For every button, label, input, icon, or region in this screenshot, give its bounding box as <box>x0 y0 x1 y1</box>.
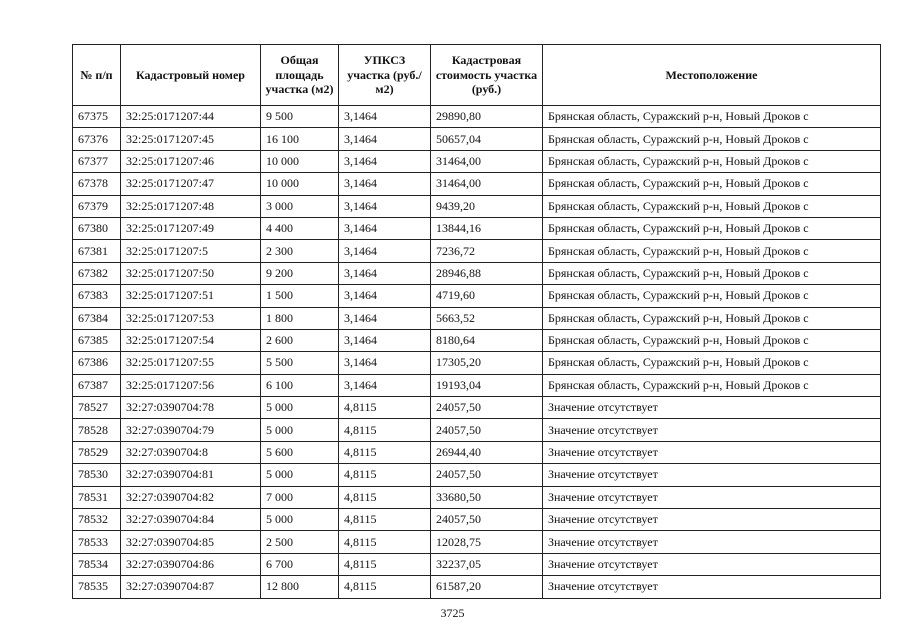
table-row <box>73 262 881 284</box>
cell-cadastral-value: 32237,05 <box>431 553 543 575</box>
cell-specific-value: 3,1464 <box>339 150 431 172</box>
cell-index: 78533 <box>73 531 121 553</box>
cell-specific-value: 3,1464 <box>339 217 431 239</box>
table-row <box>73 419 881 441</box>
cell-specific-value: 3,1464 <box>339 374 431 396</box>
cell-cadastral-number: 32:25:0171207:5 <box>121 240 261 262</box>
cell-location: Значение отсутствует <box>543 576 881 598</box>
header-index: № п/п <box>73 45 121 106</box>
cell-cadastral-number: 32:25:0171207:53 <box>121 307 261 329</box>
cell-location: Брянская область, Суражский р-н, Новый Дроков с <box>543 374 881 396</box>
header-specific-value: УПКСЗ участка (руб./м2) <box>339 45 431 106</box>
cell-index: 67382 <box>73 262 121 284</box>
cell-location: Значение отсутствует <box>543 531 881 553</box>
cell-cadastral-number: 32:25:0171207:49 <box>121 217 261 239</box>
cell-location: Значение отсутствует <box>543 509 881 531</box>
cell-area: 4 400 <box>261 217 339 239</box>
cell-area: 5 600 <box>261 441 339 463</box>
table-row <box>73 106 881 128</box>
page-number: 3725 <box>440 606 465 620</box>
cell-area: 6 100 <box>261 374 339 396</box>
table-row <box>73 576 881 598</box>
cell-cadastral-number: 32:27:0390704:8 <box>121 441 261 463</box>
cell-cadastral-value: 8180,64 <box>431 329 543 351</box>
cell-area: 10 000 <box>261 150 339 172</box>
table-row <box>73 397 881 419</box>
cell-specific-value: 3,1464 <box>339 285 431 307</box>
cell-specific-value: 4,8115 <box>339 553 431 575</box>
cell-location: Брянская область, Суражский р-н, Новый Дроков с <box>543 285 881 307</box>
table-row <box>73 553 881 575</box>
cell-specific-value: 3,1464 <box>339 106 431 128</box>
cell-area: 12 800 <box>261 576 339 598</box>
table-row <box>73 374 881 396</box>
table-row <box>73 173 881 195</box>
cell-location: Значение отсутствует <box>543 464 881 486</box>
cell-cadastral-value: 61587,20 <box>431 576 543 598</box>
cell-specific-value: 4,8115 <box>339 509 431 531</box>
cell-specific-value: 3,1464 <box>339 262 431 284</box>
table-header-row <box>73 45 881 106</box>
cell-cadastral-number: 32:27:0390704:81 <box>121 464 261 486</box>
cell-specific-value: 3,1464 <box>339 329 431 351</box>
cell-location: Брянская область, Суражский р-н, Новый Дроков с <box>543 329 881 351</box>
cell-cadastral-value: 24057,50 <box>431 419 543 441</box>
cell-index: 78529 <box>73 441 121 463</box>
cell-area: 5 000 <box>261 464 339 486</box>
cell-cadastral-number: 32:25:0171207:51 <box>121 285 261 307</box>
cell-specific-value: 4,8115 <box>339 576 431 598</box>
cell-cadastral-number: 32:25:0171207:56 <box>121 374 261 396</box>
table-row <box>73 217 881 239</box>
cell-area: 9 500 <box>261 106 339 128</box>
cell-cadastral-value: 24057,50 <box>431 464 543 486</box>
cell-cadastral-number: 32:25:0171207:44 <box>121 106 261 128</box>
cell-cadastral-number: 32:27:0390704:86 <box>121 553 261 575</box>
cadastral-table <box>72 44 881 599</box>
cell-cadastral-value: 50657,04 <box>431 128 543 150</box>
table-row <box>73 195 881 217</box>
cell-location: Брянская область, Суражский р-н, Новый Дроков с <box>543 262 881 284</box>
cell-area: 6 700 <box>261 553 339 575</box>
cell-cadastral-number: 32:25:0171207:45 <box>121 128 261 150</box>
cell-location: Значение отсутствует <box>543 397 881 419</box>
cell-cadastral-value: 12028,75 <box>431 531 543 553</box>
table-row <box>73 128 881 150</box>
cell-cadastral-number: 32:25:0171207:54 <box>121 329 261 351</box>
cell-specific-value: 4,8115 <box>339 486 431 508</box>
cell-area: 2 300 <box>261 240 339 262</box>
cell-location: Брянская область, Суражский р-н, Новый Дроков с <box>543 240 881 262</box>
cell-specific-value: 3,1464 <box>339 240 431 262</box>
cell-index: 78527 <box>73 397 121 419</box>
cell-cadastral-value: 5663,52 <box>431 307 543 329</box>
cell-cadastral-number: 32:25:0171207:47 <box>121 173 261 195</box>
cell-area: 2 500 <box>261 531 339 553</box>
cell-cadastral-number: 32:27:0390704:84 <box>121 509 261 531</box>
cell-cadastral-value: 13844,16 <box>431 217 543 239</box>
cell-area: 5 000 <box>261 509 339 531</box>
cell-index: 78535 <box>73 576 121 598</box>
cell-cadastral-value: 33680,50 <box>431 486 543 508</box>
cell-cadastral-value: 29890,80 <box>431 106 543 128</box>
table-row <box>73 285 881 307</box>
cell-area: 5 000 <box>261 397 339 419</box>
cell-area: 3 000 <box>261 195 339 217</box>
cell-cadastral-value: 26944,40 <box>431 441 543 463</box>
cell-cadastral-value: 4719,60 <box>431 285 543 307</box>
cell-area: 7 000 <box>261 486 339 508</box>
cell-cadastral-number: 32:25:0171207:46 <box>121 150 261 172</box>
cell-specific-value: 4,8115 <box>339 531 431 553</box>
header-location: Местоположение <box>543 45 881 106</box>
cell-index: 67381 <box>73 240 121 262</box>
cell-location: Брянская область, Суражский р-н, Новый Дроков с <box>543 150 881 172</box>
cell-location: Брянская область, Суражский р-н, Новый Дроков с <box>543 217 881 239</box>
cell-cadastral-value: 19193,04 <box>431 374 543 396</box>
cell-cadastral-value: 31464,00 <box>431 150 543 172</box>
cell-cadastral-value: 9439,20 <box>431 195 543 217</box>
cell-specific-value: 4,8115 <box>339 419 431 441</box>
table-row <box>73 509 881 531</box>
cell-location: Брянская область, Суражский р-н, Новый Дроков с <box>543 307 881 329</box>
cell-cadastral-number: 32:25:0171207:50 <box>121 262 261 284</box>
cell-cadastral-number: 32:27:0390704:79 <box>121 419 261 441</box>
cell-index: 67375 <box>73 106 121 128</box>
cell-location: Брянская область, Суражский р-н, Новый Дроков с <box>543 173 881 195</box>
cell-location: Брянская область, Суражский р-н, Новый Дроков с <box>543 128 881 150</box>
cell-area: 1 500 <box>261 285 339 307</box>
cell-index: 67385 <box>73 329 121 351</box>
table-row <box>73 486 881 508</box>
cell-cadastral-value: 31464,00 <box>431 173 543 195</box>
cell-area: 10 000 <box>261 173 339 195</box>
cell-location: Значение отсутствует <box>543 486 881 508</box>
cell-specific-value: 4,8115 <box>339 397 431 419</box>
cell-area: 1 800 <box>261 307 339 329</box>
cell-index: 67378 <box>73 173 121 195</box>
cell-index: 78530 <box>73 464 121 486</box>
header-cadastral-value: Кадастровая стоимость участка (руб.) <box>431 45 543 106</box>
table-row <box>73 150 881 172</box>
cell-cadastral-number: 32:25:0171207:48 <box>121 195 261 217</box>
cell-location: Брянская область, Суражский р-н, Новый Дроков с <box>543 106 881 128</box>
cell-index: 78528 <box>73 419 121 441</box>
table-row <box>73 307 881 329</box>
cell-specific-value: 3,1464 <box>339 352 431 374</box>
cell-cadastral-number: 32:25:0171207:55 <box>121 352 261 374</box>
table-row <box>73 240 881 262</box>
table-row <box>73 329 881 351</box>
cell-index: 67380 <box>73 217 121 239</box>
cell-specific-value: 4,8115 <box>339 441 431 463</box>
table-row <box>73 441 881 463</box>
cell-area: 9 200 <box>261 262 339 284</box>
header-cadastral-number: Кадастровый номер <box>121 45 261 106</box>
cell-cadastral-value: 7236,72 <box>431 240 543 262</box>
table-row <box>73 531 881 553</box>
cell-specific-value: 3,1464 <box>339 128 431 150</box>
cell-location: Брянская область, Суражский р-н, Новый Дроков с <box>543 352 881 374</box>
cell-specific-value: 4,8115 <box>339 464 431 486</box>
cell-index: 67383 <box>73 285 121 307</box>
cell-cadastral-value: 24057,50 <box>431 509 543 531</box>
cell-location: Значение отсутствует <box>543 441 881 463</box>
cell-cadastral-value: 24057,50 <box>431 397 543 419</box>
cell-specific-value: 3,1464 <box>339 173 431 195</box>
table-row <box>73 464 881 486</box>
cell-location: Брянская область, Суражский р-н, Новый Дроков с <box>543 195 881 217</box>
cell-location: Значение отсутствует <box>543 553 881 575</box>
cell-area: 5 500 <box>261 352 339 374</box>
table-row <box>73 352 881 374</box>
cell-cadastral-number: 32:27:0390704:87 <box>121 576 261 598</box>
cell-cadastral-number: 32:27:0390704:78 <box>121 397 261 419</box>
cell-index: 78532 <box>73 509 121 531</box>
cell-area: 2 600 <box>261 329 339 351</box>
cell-index: 78531 <box>73 486 121 508</box>
cell-specific-value: 3,1464 <box>339 307 431 329</box>
cell-area: 16 100 <box>261 128 339 150</box>
cell-cadastral-value: 17305,20 <box>431 352 543 374</box>
cell-specific-value: 3,1464 <box>339 195 431 217</box>
cell-index: 67386 <box>73 352 121 374</box>
cell-location: Значение отсутствует <box>543 419 881 441</box>
cell-cadastral-value: 28946,88 <box>431 262 543 284</box>
cell-cadastral-number: 32:27:0390704:82 <box>121 486 261 508</box>
cell-index: 67377 <box>73 150 121 172</box>
cell-index: 67376 <box>73 128 121 150</box>
cell-index: 78534 <box>73 553 121 575</box>
cell-index: 67384 <box>73 307 121 329</box>
cell-area: 5 000 <box>261 419 339 441</box>
cell-index: 67379 <box>73 195 121 217</box>
header-area: Общая площадь участка (м2) <box>261 45 339 106</box>
cell-cadastral-number: 32:27:0390704:85 <box>121 531 261 553</box>
cell-index: 67387 <box>73 374 121 396</box>
